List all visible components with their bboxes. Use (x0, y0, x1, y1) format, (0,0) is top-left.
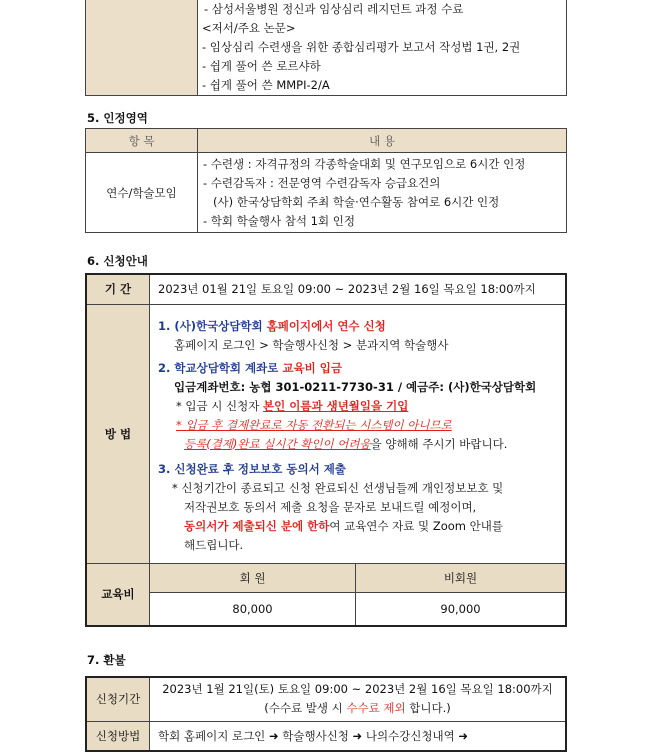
step-3-line-4: 해드립니다. (184, 537, 244, 552)
refund-period-line-2: (수수료 발생 시 수수료 제외 합니다.) (264, 701, 451, 716)
step-3-line-2: 저작권보호 동의서 제출 요청을 문자로 보내드릴 예정이며, (184, 499, 477, 514)
content-header: 내 용 (198, 129, 567, 153)
refund-period-value (150, 677, 567, 721)
top-content-cell (198, 0, 567, 96)
top-line-4: - 쉽게 풀어 쓴 로르샤하 (202, 59, 321, 73)
refund-table (85, 676, 567, 752)
deposit-note-2: * 입금 후 결제완료로 자동 전환되는 시스템이 아니므로 (176, 417, 452, 432)
period-value: 2023년 01월 21일 토요일 09:00 ~ 2023년 2월 16일 목요일 18:00까지 (150, 274, 567, 304)
method-label: 방 법 (86, 304, 150, 563)
nonmember-header: 비회원 (356, 563, 567, 592)
refund-method-label: 신청방법 (86, 721, 150, 751)
refund-method-value: 학회 홈페이지 로그인 ➜ 학술행사신청 ➜ 나의수강신청내역 ➜ (150, 721, 567, 751)
recognition-line-1: - 수련생 : 자격규정의 각종학술대회 및 연구모임으로 6시간 인정 (203, 156, 526, 171)
fee-label: 교육비 (86, 563, 150, 626)
member-header: 회 원 (150, 563, 356, 592)
recognition-line-2: - 수련감독자 : 전문영역 수련감독자 승급요건의 (203, 175, 441, 190)
refund-period-line-1: 2023년 1월 21일(토) 토요일 09:00 ~ 2023년 2월 16일 목요일 18:00까지 (162, 682, 553, 697)
top-line-2: <저서/주요 논문> (202, 21, 296, 35)
section-5-title: 5. 인정영역 (87, 111, 148, 125)
recognition-row-label: 연수/학술모임 (86, 153, 198, 233)
recognition-line-3: (사) 한국상담학회 주최 학술·연수활동 참여로 6시간 인정 (213, 194, 500, 209)
member-fee: 80,000 (150, 592, 356, 626)
deposit-note-3: 등록(결제)완료 실시간 확인이 어려움을 양해해 주시기 바랍니다. (184, 436, 508, 451)
application-table (85, 273, 567, 627)
period-label: 기 간 (86, 274, 150, 304)
recognition-line-4: - 학회 학술행사 참석 1회 인정 (203, 213, 355, 228)
method-content (150, 304, 567, 563)
top-line-5: - 쉽게 풀어 쓴 MMPI-2/A (202, 78, 330, 92)
top-line-3: - 임상심리 수련생을 위한 종합심리평가 보고서 작성법 1권, 2권 (202, 40, 521, 54)
refund-period-label: 신청기간 (86, 677, 150, 721)
bank-account: 입금계좌번호: 농협 301-0211-7730-31 / 예금주: (사)한국상담학회 (174, 379, 537, 394)
top-line-1: - 삼성서울병원 정신과 임상심리 레지던트 과정 수료 (204, 2, 464, 16)
section-6-title: 6. 신청안내 (87, 254, 148, 268)
section-7-title: 7. 환불 (87, 653, 126, 667)
step-3-line-1: * 신청기간이 종료되고 신청 완료되신 선생님들께 개인정보보호 및 (172, 480, 504, 495)
deposit-note-1: * 입금 시 신청자 본인 이름과 생년월일을 기입 (176, 398, 409, 413)
step-3-line-3: 동의서가 제출되신 분에 한하여 교육연수 자료 및 Zoom 안내를 (184, 518, 503, 533)
step-3-title: 3. 신청완료 후 정보보호 동의서 제출 (158, 461, 346, 476)
step-1-title: 1. (사)한국상담학회 홈페이지에서 연수 신청 (158, 318, 386, 333)
recognition-content (198, 153, 567, 233)
step-2-title: 2. 학교상담학회 계좌로 교육비 입금 (158, 360, 342, 375)
item-header: 항 목 (86, 129, 198, 153)
nonmember-fee: 90,000 (356, 592, 567, 626)
top-info-table (85, 0, 567, 96)
step-1-path: 홈페이지 로그인 > 학술행사신청 > 분과지역 학술행사 (174, 337, 449, 352)
top-label-cell (86, 0, 198, 96)
recognition-table (85, 128, 567, 233)
